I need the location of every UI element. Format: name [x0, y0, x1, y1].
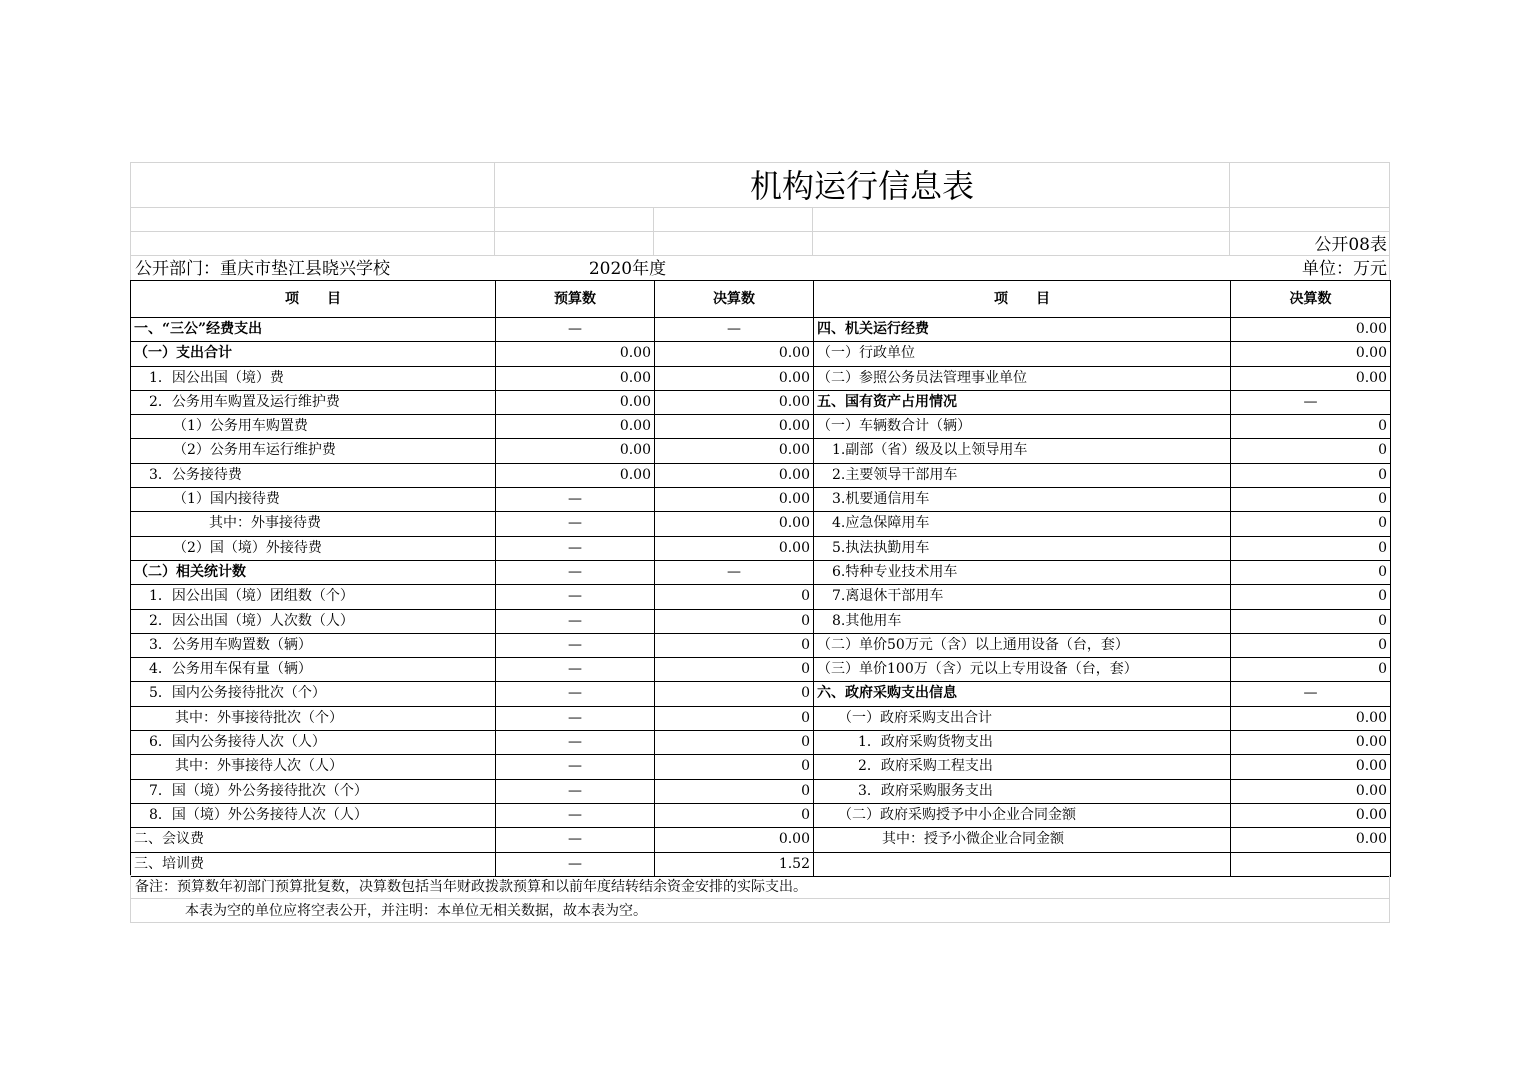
row-budget: —	[496, 634, 655, 658]
header-final-right: 决算数	[1231, 281, 1391, 318]
row-item: 2．公务用车购置及运行维护费	[131, 391, 496, 415]
row-final: 1.52	[655, 853, 814, 877]
row-final-right: 0	[1231, 439, 1391, 463]
row-final-right: 0	[1231, 464, 1391, 488]
row-item: （一）支出合计	[131, 342, 496, 366]
row-final-right: 0	[1231, 585, 1391, 609]
blank-cell	[130, 232, 495, 256]
row-final-right: 0.00	[1231, 367, 1391, 391]
row-item: 8．国（境）外公务接待人次（人）	[131, 804, 496, 828]
row-final-right: 0	[1231, 415, 1391, 439]
row-budget: —	[496, 658, 655, 682]
row-item-right: （一）车辆数合计（辆）	[814, 415, 1231, 439]
row-final-right: 0.00	[1231, 828, 1391, 852]
row-final: 0	[655, 634, 814, 658]
row-item-right: 2.主要领导干部用车	[814, 464, 1231, 488]
row-item: 4．公务用车保有量（辆）	[131, 658, 496, 682]
row-final: 0.00	[655, 828, 814, 852]
row-item-right: 8.其他用车	[814, 610, 1231, 634]
table-row	[131, 561, 1391, 585]
table-row	[131, 828, 1391, 852]
row-item: 其中：外事接待批次（个）	[131, 707, 496, 731]
table-header	[131, 281, 1391, 318]
header-item-right: 项 目	[814, 281, 1231, 318]
row-final-right: 0	[1231, 610, 1391, 634]
table-row	[131, 731, 1391, 755]
table-row	[131, 439, 1391, 463]
row-final-right: 0.00	[1231, 780, 1391, 804]
table-code-row	[130, 232, 1390, 256]
blank-cell	[813, 232, 1230, 256]
table-row	[131, 537, 1391, 561]
page-title: 机构运行信息表	[749, 167, 974, 205]
row-item: 6．国内公务接待人次（人）	[131, 731, 496, 755]
row-item: 7．国（境）外公务接待批次（个）	[131, 780, 496, 804]
row-item-right: 1．政府采购货物支出	[814, 731, 1231, 755]
row-item-right: 5.执法执勤用车	[814, 537, 1231, 561]
row-final: 0	[655, 682, 814, 706]
table-row	[131, 658, 1391, 682]
row-budget: —	[496, 804, 655, 828]
row-budget: 0.00	[496, 415, 655, 439]
row-item-right: 2．政府采购工程支出	[814, 755, 1231, 779]
row-final-right: 0.00	[1231, 731, 1391, 755]
row-final: 0	[655, 731, 814, 755]
row-budget: —	[496, 853, 655, 877]
row-final: 0	[655, 610, 814, 634]
table-row	[131, 415, 1391, 439]
row-item: 1．因公出国（境）团组数（个）	[131, 585, 496, 609]
table-row	[131, 610, 1391, 634]
row-final-right: 0.00	[1231, 707, 1391, 731]
row-item-right: 7.离退休干部用车	[814, 585, 1231, 609]
row-final: 0.00	[655, 537, 814, 561]
row-final: 0	[655, 804, 814, 828]
table-row	[131, 634, 1391, 658]
row-budget: —	[496, 780, 655, 804]
blank-cell	[654, 208, 813, 232]
row-final: 0.00	[655, 512, 814, 536]
row-item: （1）公务用车购置费	[131, 415, 496, 439]
title-cell	[495, 162, 1230, 208]
row-item-right: （一）政府采购支出合计	[814, 707, 1231, 731]
row-final-right: 0	[1231, 561, 1391, 585]
blank-cell	[130, 208, 495, 232]
row-item-right: 其中：授予小微企业合同金额	[814, 828, 1231, 852]
header-budget: 预算数	[496, 281, 655, 318]
row-final-right: 0.00	[1231, 804, 1391, 828]
row-item-right: 六、政府采购支出信息	[814, 682, 1231, 706]
row-item: （2）国（境）外接待费	[131, 537, 496, 561]
row-budget: —	[496, 731, 655, 755]
row-final-right: 0.00	[1231, 342, 1391, 366]
row-item: 其中：外事接待人次（人）	[131, 755, 496, 779]
blank-cell	[495, 232, 654, 256]
row-item-right: 1.副部（省）级及以上领导用车	[814, 439, 1231, 463]
note-remark: 备注：预算数年初部门预算批复数，决算数包括当年财政拨款预算和以前年度结转结余资金安排的实际支出。	[130, 875, 1390, 899]
row-item-right: （二）参照公务员法管理事业单位	[814, 367, 1231, 391]
row-final-right: 0	[1231, 537, 1391, 561]
table-row	[131, 853, 1391, 877]
row-final-right	[1231, 853, 1391, 877]
row-final-right: —	[1231, 391, 1391, 415]
row-final-right: —	[1231, 682, 1391, 706]
row-final-right: 0	[1231, 658, 1391, 682]
row-budget: —	[496, 828, 655, 852]
row-final: 0.00	[655, 439, 814, 463]
row-final-right: 0	[1231, 512, 1391, 536]
table-row	[131, 682, 1391, 706]
note-empty-table: 本表为空的单位应将空表公开，并注明：本单位无相关数据，故本表为空。	[130, 899, 1390, 923]
row-item-right: （一）行政单位	[814, 342, 1231, 366]
row-item-right: 五、国有资产占用情况	[814, 391, 1231, 415]
table-row	[131, 780, 1391, 804]
table-row	[131, 804, 1391, 828]
row-item: 一、“三公”经费支出	[131, 318, 496, 342]
row-budget: 0.00	[496, 342, 655, 366]
row-budget: 0.00	[496, 391, 655, 415]
row-item-right	[814, 853, 1231, 877]
row-final: 0	[655, 707, 814, 731]
row-item: 二、会议费	[131, 828, 496, 852]
row-budget: 0.00	[496, 367, 655, 391]
row-final-right: 0.00	[1231, 318, 1391, 342]
row-final: 0.00	[655, 464, 814, 488]
blank-cell	[495, 208, 654, 232]
row-final-right: 0.00	[1231, 755, 1391, 779]
row-item-right: 4.应急保障用车	[814, 512, 1231, 536]
blank-cell	[1230, 208, 1390, 232]
row-final: —	[655, 318, 814, 342]
title-row	[130, 162, 1390, 208]
department-label: 公开部门：重庆市垫江县晓兴学校	[130, 256, 495, 280]
row-item: 3．公务用车购置数（辆）	[131, 634, 496, 658]
row-item: 三、培训费	[131, 853, 496, 877]
row-budget: —	[496, 610, 655, 634]
blank-cell	[130, 162, 495, 208]
row-final: 0	[655, 755, 814, 779]
row-item-right: （二）政府采购授予中小企业合同金额	[814, 804, 1231, 828]
meta-row	[130, 256, 1390, 280]
unit-label: 单位：万元	[1230, 256, 1390, 280]
row-item-right: 3．政府采购服务支出	[814, 780, 1231, 804]
row-final: 0.00	[655, 415, 814, 439]
row-item: （二）相关统计数	[131, 561, 496, 585]
row-item-right: （二）单价50万元（含）以上通用设备（台，套）	[814, 634, 1231, 658]
row-item-right: 3.机要通信用车	[814, 488, 1231, 512]
row-item: 5．国内公务接待批次（个）	[131, 682, 496, 706]
row-budget: 0.00	[496, 464, 655, 488]
notes	[130, 875, 1390, 923]
row-item: 其中：外事接待费	[131, 512, 496, 536]
year-label: 2020年度	[588, 259, 667, 279]
row-final-right: 0	[1231, 634, 1391, 658]
row-final: —	[655, 561, 814, 585]
blank-cell	[654, 232, 813, 256]
row-budget: 0.00	[496, 439, 655, 463]
row-final: 0.00	[655, 391, 814, 415]
row-final-right: 0	[1231, 488, 1391, 512]
table-row	[131, 342, 1391, 366]
table-code: 公开08表	[1230, 232, 1390, 256]
row-budget: —	[496, 537, 655, 561]
table-row	[131, 755, 1391, 779]
empty-row	[130, 208, 1390, 232]
row-final: 0.00	[655, 342, 814, 366]
row-final: 0	[655, 780, 814, 804]
row-budget: —	[496, 682, 655, 706]
row-item-right: （三）单价100万（含）元以上专用设备（台，套）	[814, 658, 1231, 682]
row-final: 0.00	[655, 367, 814, 391]
row-budget: —	[496, 318, 655, 342]
row-budget: —	[496, 755, 655, 779]
row-item-right: 6.特种专业技术用车	[814, 561, 1231, 585]
table-row	[131, 512, 1391, 536]
row-final: 0.00	[655, 488, 814, 512]
data-table	[130, 280, 1391, 877]
row-budget: —	[496, 488, 655, 512]
row-budget: —	[496, 585, 655, 609]
table-row	[131, 318, 1391, 342]
table-row	[131, 707, 1391, 731]
row-item: 2．因公出国（境）人次数（人）	[131, 610, 496, 634]
row-item: 1．因公出国（境）费	[131, 367, 496, 391]
table-row	[131, 391, 1391, 415]
table-row	[131, 585, 1391, 609]
row-budget: —	[496, 707, 655, 731]
table-row	[131, 488, 1391, 512]
row-final: 0	[655, 585, 814, 609]
row-budget: —	[496, 561, 655, 585]
table-row	[131, 367, 1391, 391]
row-final: 0	[655, 658, 814, 682]
blank-cell	[813, 208, 1230, 232]
row-item: 3．公务接待费	[131, 464, 496, 488]
blank-cell	[1230, 162, 1390, 208]
row-item-right: 四、机关运行经费	[814, 318, 1231, 342]
header-item: 项 目	[131, 281, 496, 318]
table-row	[131, 464, 1391, 488]
header-final: 决算数	[655, 281, 814, 318]
row-item: （2）公务用车运行维护费	[131, 439, 496, 463]
row-budget: —	[496, 512, 655, 536]
row-item: （1）国内接待费	[131, 488, 496, 512]
